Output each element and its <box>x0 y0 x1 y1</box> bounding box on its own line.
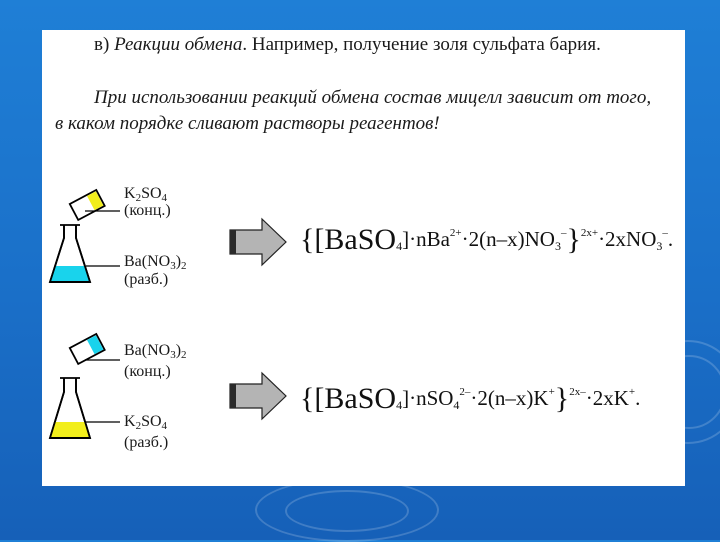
eq-part: ]·nBa <box>402 227 450 251</box>
eq-part: ·2xK <box>585 386 629 410</box>
eq-sup: 2– <box>459 386 471 398</box>
test-tube-icon <box>70 190 105 220</box>
note-line-1: При использовании реакций обмена состав мицелл зависит от того, <box>94 87 652 108</box>
flask-diagram-1 <box>42 170 122 290</box>
formula-sub: 2 <box>135 420 142 432</box>
case2-top-conc: (конц.) <box>124 363 171 380</box>
formula-part: SO <box>141 185 162 202</box>
formula-sub: 2 <box>135 192 142 204</box>
eq-part: {[BaSO <box>300 382 397 415</box>
formula-part: K <box>124 185 136 202</box>
eq-sup: 2x+ <box>580 227 599 239</box>
flask-icon <box>50 360 120 438</box>
eq-sup: + <box>548 386 555 398</box>
formula-part: ) <box>175 253 182 270</box>
flask-icon <box>50 211 120 282</box>
flask-liquid <box>50 422 90 438</box>
flask-liquid <box>50 266 90 282</box>
formula-sub: 4 <box>161 192 168 204</box>
eq-sub: 4 <box>396 239 403 253</box>
formula-part: K <box>124 413 136 430</box>
eq-sub: 3 <box>554 239 561 253</box>
slide-content <box>42 30 685 486</box>
eq-part: ·2(n–x)NO <box>461 227 555 251</box>
eq-part: {[BaSO <box>300 223 397 256</box>
formula-sub: 3 <box>170 260 176 272</box>
arrow-right-icon <box>228 218 288 266</box>
case2-bottom-conc: (разб.) <box>124 434 169 451</box>
eq-part: ·2xNO <box>598 227 657 251</box>
case1-top-conc: (конц.) <box>124 202 171 219</box>
heading-line <box>94 34 601 56</box>
formula-sub: 4 <box>161 420 168 432</box>
formula-part: SO <box>141 413 162 430</box>
formula-sub: 2 <box>181 260 187 272</box>
eq-part: ·2(n–x)K <box>470 386 549 410</box>
formula-part: Ba(NO <box>124 342 171 359</box>
flask-diagram-2 <box>42 326 122 446</box>
note-line-2: в каком порядке сливают растворы реагентов! <box>55 113 440 134</box>
eq-part: . <box>667 227 674 251</box>
eq-sub: 3 <box>656 239 663 253</box>
case2-bottom-reagent <box>124 413 167 435</box>
eq-sup: + <box>628 386 636 398</box>
case1-equation <box>300 223 673 257</box>
case2-equation <box>300 382 640 416</box>
eq-sub: 4 <box>396 398 403 412</box>
heading-rest: . Например, получение золя сульфата бария. <box>242 34 601 55</box>
eq-sup: 2x– <box>569 386 586 398</box>
background-ripple <box>285 490 409 532</box>
heading-prefix: в) <box>94 34 115 55</box>
formula-part: Ba(NO <box>124 253 171 270</box>
formula-sub: 2 <box>181 349 187 361</box>
eq-sup: – <box>662 227 668 239</box>
eq-sub: 4 <box>453 398 460 412</box>
arrow-right-icon <box>228 372 288 420</box>
eq-part: ]·nSO <box>402 386 454 410</box>
case1-bottom-conc: (разб.) <box>124 271 169 288</box>
eq-part: . <box>635 386 641 410</box>
eq-part: } <box>554 382 570 415</box>
eq-part: } <box>566 223 581 256</box>
formula-sub: 3 <box>170 349 176 361</box>
eq-sup: – <box>560 227 567 239</box>
formula-part: ) <box>175 342 182 359</box>
eq-sup: 2+ <box>449 227 462 239</box>
case2-top-reagent <box>124 342 187 364</box>
heading-italic: Реакции обмена <box>114 34 243 55</box>
